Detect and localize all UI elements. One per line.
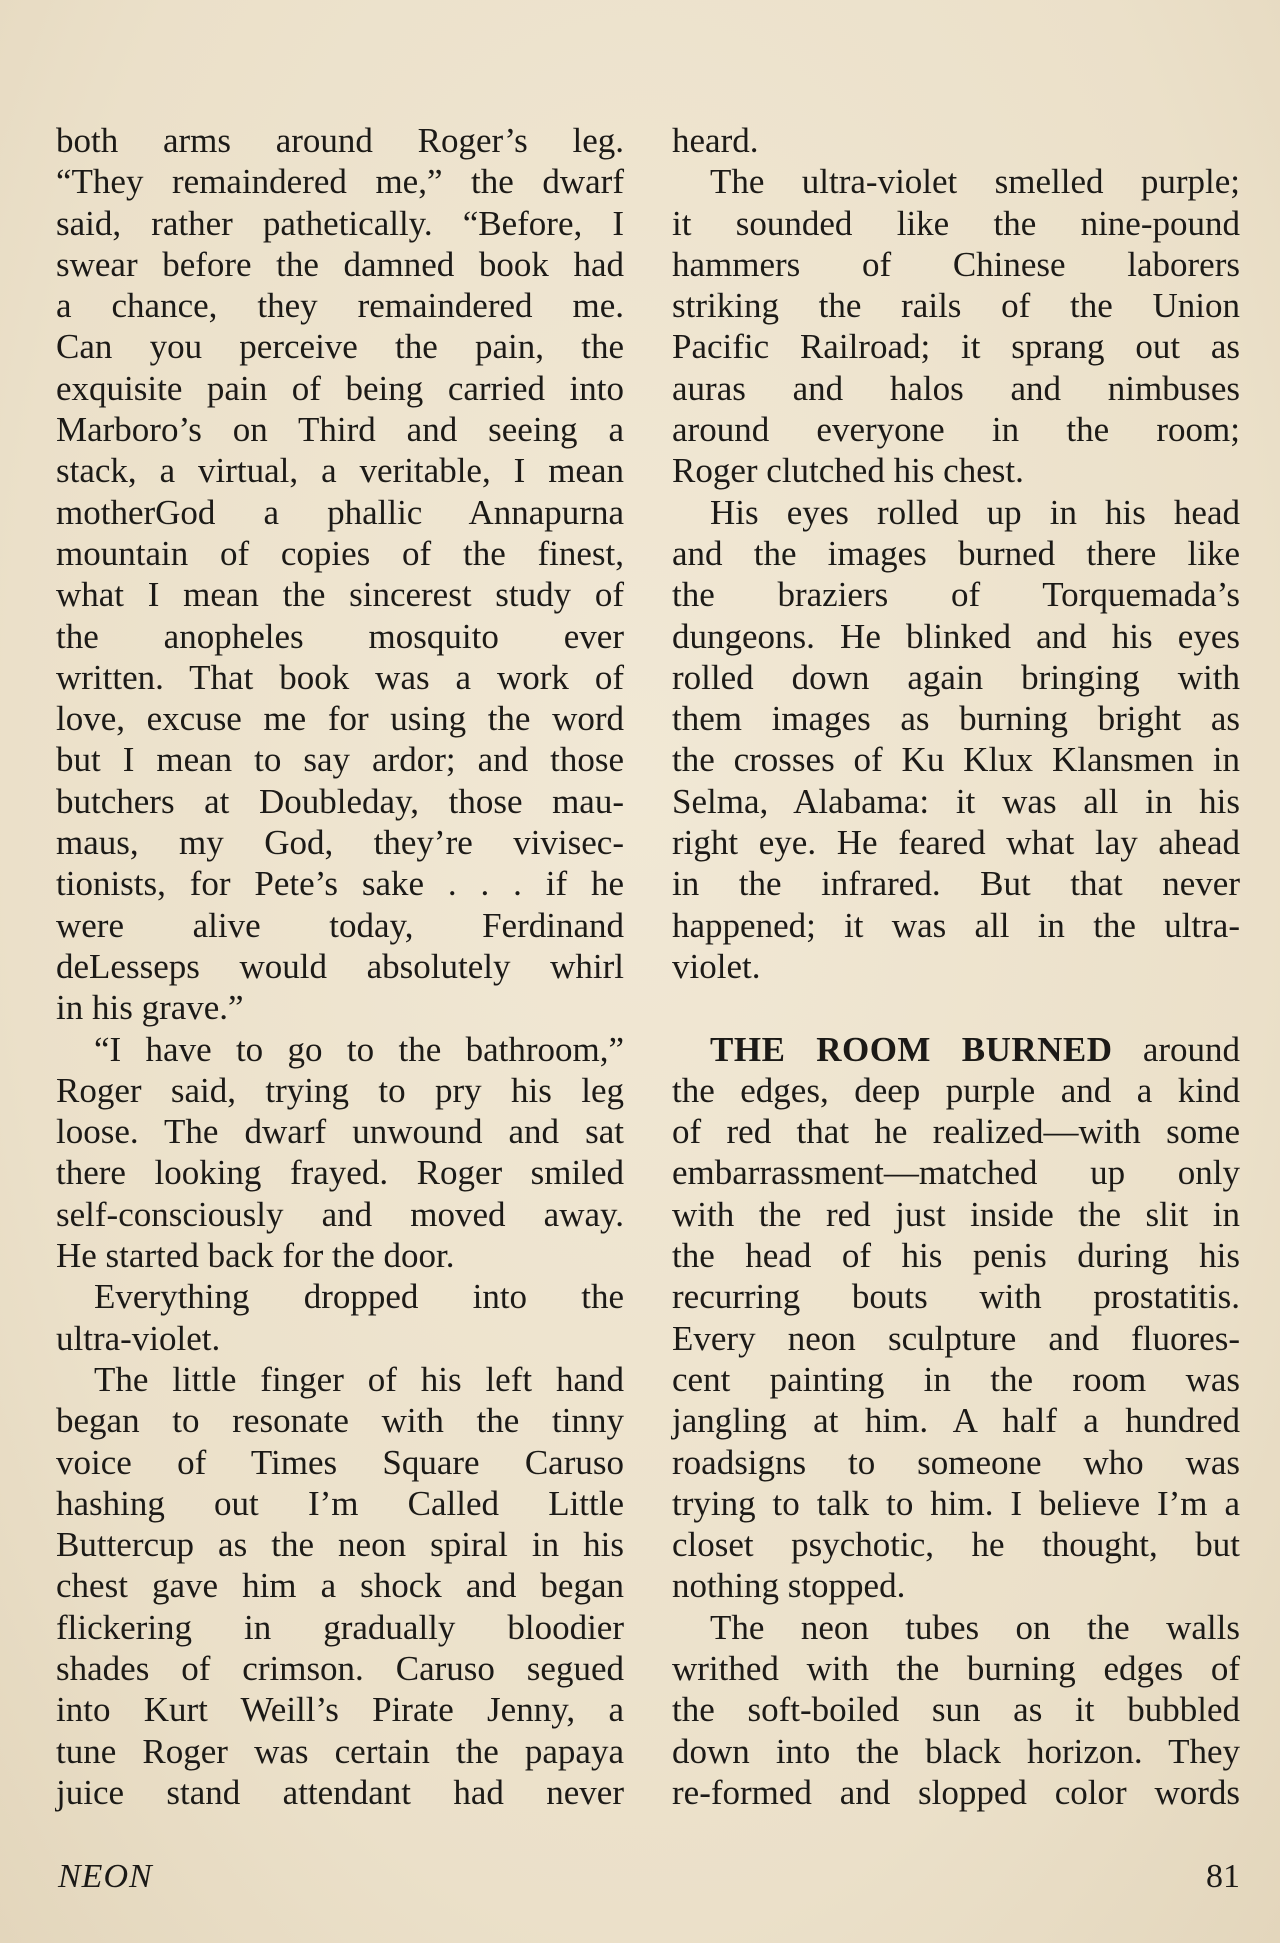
text-line: it sounded like the nine-pound [672, 203, 1240, 243]
text-line: down into the black horizon. They [672, 1731, 1240, 1771]
text-line: cent painting in the room was [672, 1359, 1240, 1399]
left-column [56, 120, 624, 1813]
text-line: the crosses of Ku Klux Klansmen in [672, 740, 1240, 780]
text-line: heard. [672, 121, 759, 160]
right-column [672, 120, 1240, 1813]
text-line: with the red just inside the slit in [672, 1194, 1240, 1234]
text-line: the edges, deep purple and a kind [672, 1070, 1240, 1110]
text-line: motherGod a phallic Annapurna [56, 492, 624, 532]
text-line: auras and halos and nimbuses [672, 368, 1240, 408]
text-line: swear before the damned book had [56, 244, 624, 284]
text-line: ultra-violet. [56, 1318, 221, 1358]
text-line: nothing stopped. [672, 1566, 906, 1606]
text-line: both arms around Roger’s leg. [56, 121, 624, 160]
text-line: flickering in gradually bloodier [56, 1607, 624, 1647]
text-line: said, rather pathetically. “Before, I [56, 203, 624, 243]
text-line: tune Roger was certain the papaya [56, 1731, 624, 1771]
text-line: were alive today, Ferdinand [56, 905, 624, 945]
text-line: them images as burning bright as [672, 699, 1240, 739]
text-line: mountain of copies of the finest, [56, 533, 624, 573]
text-line: in his grave.” [56, 988, 244, 1028]
text-line: Roger clutched his chest. [672, 451, 1024, 491]
text-line-content: around [1142, 1029, 1241, 1069]
text-line: Every neon sculpture and fluores- [672, 1318, 1240, 1358]
text-line: The ultra-violet smelled purple; [710, 162, 1240, 202]
text-line: Buttercup as the neon spiral in his [56, 1525, 624, 1565]
text-line: right eye. He feared what lay ahead [672, 823, 1240, 863]
text-line: a chance, they remaindered me. [56, 286, 624, 326]
text-line: striking the rails of the Union [672, 286, 1240, 326]
text-line: hashing out I’m Called Little [56, 1483, 624, 1523]
text-line: violet. [672, 946, 761, 986]
text-line: of red that he realized—with some [672, 1112, 1240, 1152]
text-line: tionists, for Pete’s sake . . . if he [56, 864, 624, 904]
page-number: 81 [1206, 1858, 1240, 1895]
text-line: what I mean the sincerest study of [56, 575, 624, 615]
section-break [672, 987, 1240, 1028]
text-line: Pacific Railroad; it sprang out as [672, 327, 1240, 367]
text-line: but I mean to say ardor; and those [56, 740, 624, 780]
text-line: Marboro’s on Third and seeing a [56, 410, 624, 450]
text-line: began to resonate with the tinny [56, 1401, 624, 1441]
text-line: voice of Times Square Caruso [56, 1442, 624, 1482]
text-line: and the images burned there like [672, 533, 1240, 573]
text-line: trying to talk to him. I believe I’m a [672, 1483, 1240, 1523]
text-line: Everything dropped into the [94, 1277, 624, 1317]
text-line: loose. The dwarf unwound and sat [56, 1112, 624, 1152]
text-line: Roger said, trying to pry his leg [56, 1070, 624, 1110]
text-line: written. That book was a work of [56, 657, 624, 697]
text-line: juice stand attendant had never [56, 1772, 624, 1812]
text-line: into Kurt Weill’s Pirate Jenny, a [56, 1690, 624, 1730]
text-line: He started back for the door. [56, 1236, 455, 1276]
text-line: around everyone in the room; [672, 410, 1240, 450]
text-line: roadsigns to someone who was [672, 1442, 1240, 1482]
text-line: deLesseps would absolutely whirl [56, 946, 624, 986]
text-line: re-formed and slopped color words [672, 1772, 1240, 1812]
text-line: closet psychotic, he thought, but [672, 1525, 1240, 1565]
text-line: the anopheles mosquito ever [56, 616, 624, 656]
text-line: “They remaindered me,” the dwarf [56, 162, 624, 202]
text-line: The neon tubes on the walls [710, 1607, 1240, 1647]
text-line: embarrassment—matched up only [672, 1153, 1240, 1193]
text-line: Selma, Alabama: it was all in his [672, 781, 1240, 821]
text-line: shades of crimson. Caruso segued [56, 1648, 624, 1688]
text-line: self-consciously and moved away. [56, 1194, 624, 1234]
text-line: in the infrared. But that never [672, 864, 1240, 904]
text-line: happened; it was all in the ultra- [672, 905, 1240, 945]
text-line [672, 1029, 1240, 1070]
text-line: His eyes rolled up in his head [710, 492, 1240, 532]
text-line: butchers at Doubleday, those mau- [56, 781, 624, 821]
text-line: dungeons. He blinked and his eyes [672, 616, 1240, 656]
section-lead-in: THE ROOM BURNED [710, 1029, 1113, 1069]
text-line: rolled down again bringing with [672, 657, 1240, 697]
text-line: writhed with the burning edges of [672, 1648, 1240, 1688]
text-line: maus, my God, they’re vivisec- [56, 823, 624, 863]
running-footer-title: NEON [58, 1858, 153, 1895]
text-line: “I have to go to the bathroom,” [94, 1029, 624, 1069]
text-line: the head of his penis during his [672, 1236, 1240, 1276]
text-line: Can you perceive the pain, the [56, 327, 624, 367]
text-line: love, excuse me for using the word [56, 699, 624, 739]
text-line: stack, a virtual, a veritable, I mean [56, 451, 624, 491]
text-line: exquisite pain of being carried into [56, 368, 624, 408]
text-line: hammers of Chinese laborers [672, 244, 1240, 284]
text-line: recurring bouts with prostatitis. [672, 1277, 1240, 1317]
text-line: the braziers of Torquemada’s [672, 575, 1240, 615]
text-line: chest gave him a shock and began [56, 1566, 624, 1606]
text-line: there looking frayed. Roger smiled [56, 1153, 624, 1193]
text-line: the soft-boiled sun as it bubbled [672, 1690, 1240, 1730]
text-line: jangling at him. A half a hundred [672, 1401, 1240, 1441]
text-line: The little finger of his left hand [94, 1359, 624, 1399]
